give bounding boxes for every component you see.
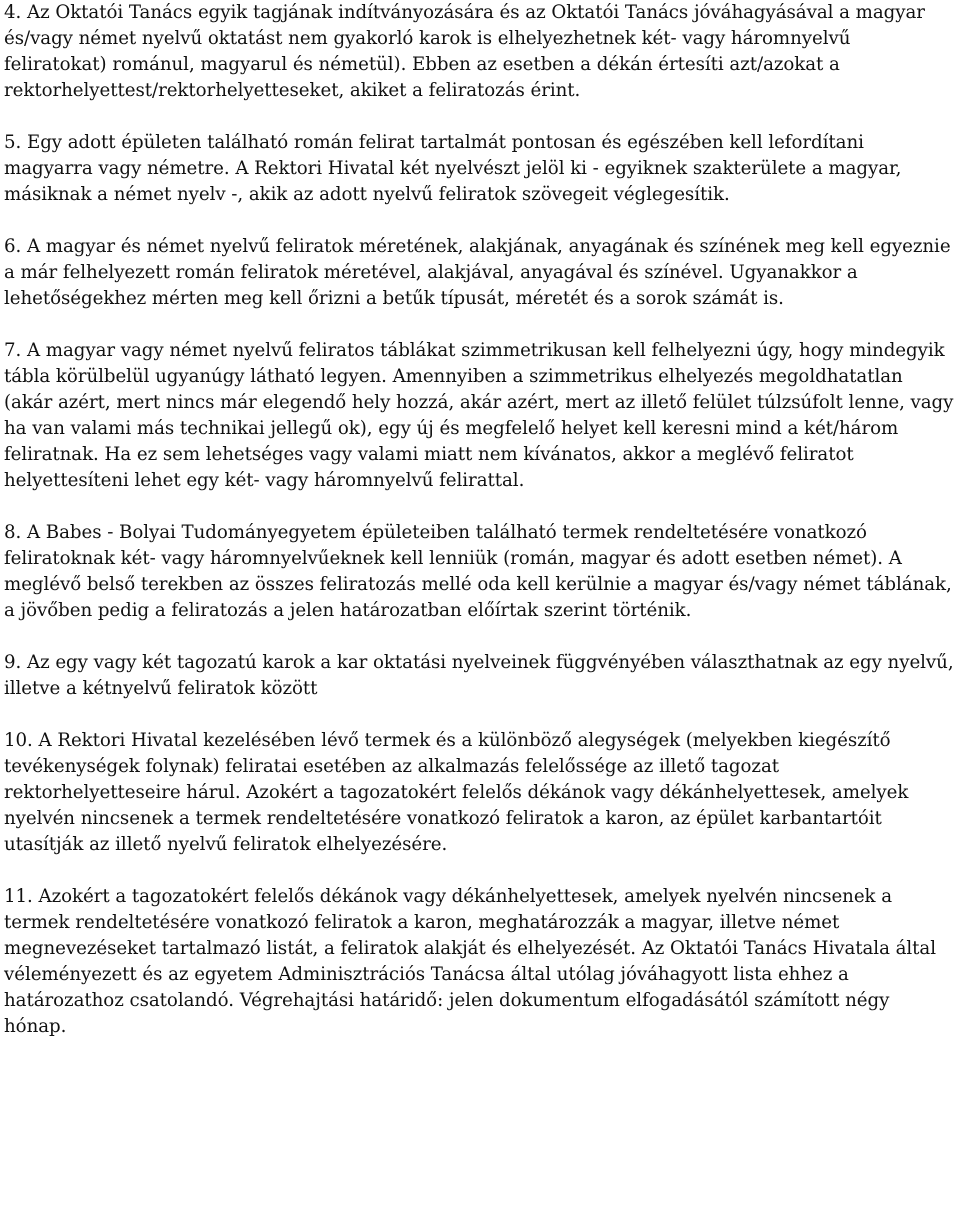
paragraph-5: 5. Egy adott épületen található román felirat tartalmát pontosan és egészében kell lefordítani magyarra vagy németre. A Rektori Hivatal két nyelvészt jelöl ki - egyiknek szakterülete a magyar, másiknak a német nyelv -, akik az adott nyelvű feliratok szövegeit véglegesítik. <box>4 132 902 205</box>
paragraph-9: 9. Az egy vagy két tagozatú karok a kar oktatási nyelveinek függvényében választhatnak az egy nyelvű, illetve a kétnyelvű feliratok között <box>4 652 954 699</box>
paragraph-4: 4. Az Oktatói Tanács egyik tagjának indítványozására és az Oktatói Tanács jóváhagyásával a magyar és/vagy német nyelvű oktatást nem gyakorló karok is elhelyezhetnek két- vagy háromnyelvű feliratokat) románul, magyarul és németül). Ebben az esetben a dékán értesíti azt/azokat a rektorhelyettest/rektorhelyetteseket, akiket a feliratozás érint. <box>4 2 925 101</box>
paragraph-11: 11. Azokért a tagozatokért felelős dékánok vagy dékánhelyettesek, amelyek nyelvén nincsenek a termek rendeltetésére vonatkozó feliratok a karon, meghatározzák a magyar, illetve német megnevezéseket tartalmazó listát, a feliratok alakját és elhelyezését. Az Oktatói Tanács Hivatala által véleményezett és az egyetem Adminisztrációs Tanácsa által utólag jóváhagyott lista ehhez a határozathoz csatolandó. Végrehajtási határidő: jelen dokumentum elfogadásától számított négy hónap. <box>4 886 936 1037</box>
paragraph-8: 8. A Babes - Bolyai Tudományegyetem épületeiben található termek rendeltetésére vonatkozó feliratoknak két- vagy háromnyelvűeknek kell lenniük (román, magyar és adott esetben német). A meglévő belső terekben az összes feliratozás mellé oda kell kerülnie a magyar és/vagy német táblának, a jövőben pedig a feliratozás a jelen határozatban előírtak szerint történik. <box>4 522 952 621</box>
paragraph-7: 7. A magyar vagy német nyelvű feliratos táblákat szimmetrikusan kell felhelyezni úgy, hogy mindegyik tábla körülbelül ugyanúgy látható legyen. Amennyiben a szimmetrikus elhelyezés megoldhatatlan (akár azért, mert nincs már elegendő hely hozzá, akár azért, mert az illető felület túlzsúfolt lenne, vagy ha van valami más technikai jellegű ok), egy új és megfelelő helyet kell keresni mind a két/három feliratnak. Ha ez sem lehetséges vagy valami miatt nem kívánatos, akkor a meglévő feliratot helyettesíteni lehet egy két- vagy háromnyelvű felirattal. <box>4 340 954 491</box>
paragraph-10: 10. A Rektori Hivatal kezelésében lévő termek és a különböző alegységek (melyekben kiegészítő tevékenységek folynak) feliratai esetében az alkalmazás felelőssége az illető tagozat rektorhelyetteseire hárul. Azokért a tagozatokért felelős dékánok vagy dékánhelyettesek, amelyek nyelvén nincsenek a termek rendeltetésére vonatkozó feliratok a karon, az épület karbantartóit utasítják az illető nyelvű feliratok elhelyezésére. <box>4 730 909 855</box>
paragraph-6: 6. A magyar és német nyelvű feliratok méretének, alakjának, anyagának és színének meg kell egyeznie a már felhelyezett román feliratok méretével, alakjával, anyagával és színével. Ugyanakkor a lehetőségekhez mérten meg kell őrizni a betűk típusát, méretét és a sorok számát is. <box>4 236 951 309</box>
